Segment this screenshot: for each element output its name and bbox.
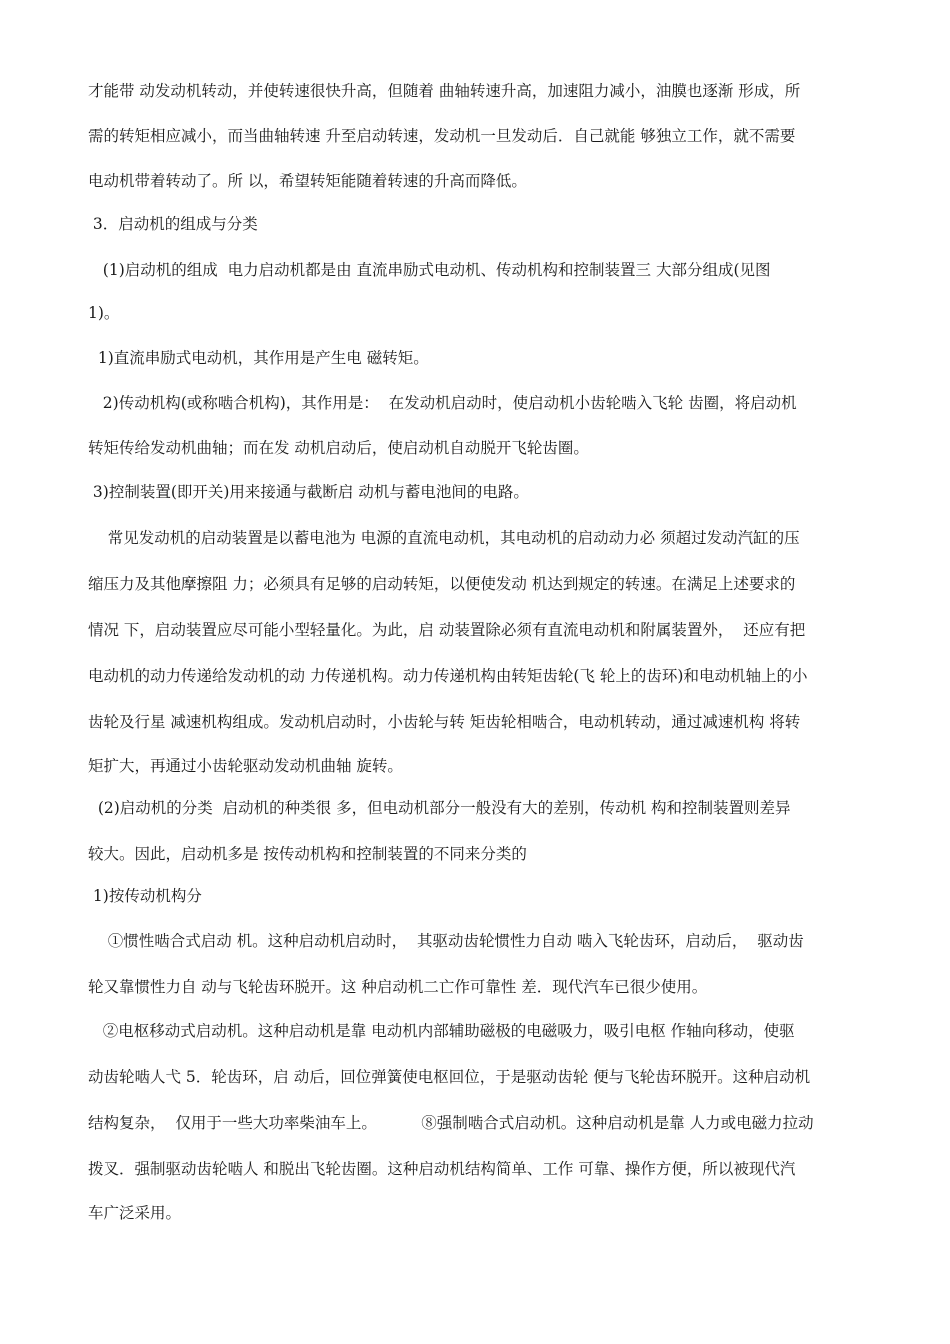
text-line: ②电枢移动式启动机。这种启动机是靠 电动机内部辅助磁极的电磁吸力，吸引电枢 作轴向移动，使驱 — [88, 1022, 795, 1040]
text-line: ①惯性啮合式启动 机。这种启动机启动时， 其驱动齿轮惯性力自动 啮入飞轮齿环，启动后， 驱动齿 — [88, 932, 804, 950]
text-line: 情况 下，启动装置应尽可能小型轻量化。为此，启 动装置除必须有直流电动机和附属装置外， 还应有把 — [88, 621, 806, 639]
text-line: 齿轮及行星 减速机构组成。发动机启动时，小齿轮与转 矩齿轮相啮合，电动机转动，通过减速机构 将转 — [88, 713, 801, 731]
text-line: 转矩传给发动机曲轴；而在发 动机启动后，使启动机自动脱开飞轮齿圈。 — [88, 439, 589, 457]
text-line: 结构复杂， 仅用于一些大功率柴油车上。 ⑧强制啮合式启动机。这种启动机是靠 人力或电磁力拉动 — [88, 1114, 814, 1132]
text-line: 电动机带着转动了。所 以，希望转矩能随着转速的升高而降低。 — [88, 172, 527, 190]
text-line: (2)启动机的分类 启动机的种类很 多，但电动机部分一般没有大的差别，传动机 构和控制装置则差异 — [88, 799, 791, 817]
text-line: 才能带 动发动机转动，并使转速很快升高，但随着 曲轴转速升高，加速阻力减小，油膜也逐渐 形成，所 — [88, 82, 801, 100]
text-line: 需的转矩相应减小，而当曲轴转速 升至启动转速，发动机一旦发动后．自己就能 够独立工作，就不需要 — [88, 127, 796, 145]
text-line: 车广泛采用。 — [88, 1204, 182, 1222]
text-line: (1)启动机的组成 电力启动机都是由 直流串励式电动机、传动机构和控制装置三 大部分组成(见图 — [88, 261, 771, 279]
text-line: 缩压力及其他摩擦阻 力；必须具有足够的启动转矩，以便使发动 机达到规定的转速。在满足上述要求的 — [88, 575, 796, 593]
text-line: 常见发动机的启动装置是以蓄电池为 电源的直流电动机，其电动机的启动动力必 须超过发动汽缸的压 — [88, 529, 800, 547]
text-line: 拨叉．强制驱动齿轮啮人 和脱出飞轮齿圈。这种启动机结构简单、工作 可靠、操作方便，所以被现代汽 — [88, 1160, 796, 1178]
text-line: 动齿轮啮人弋 5．轮齿环，启 动后，回位弹簧使电枢回位，于是驱动齿轮 便与飞轮齿环脱开。这种启动机 — [88, 1068, 811, 1086]
text-line: 电动机的动力传递给发动机的动 力传递机构。动力传递机构由转矩齿轮(飞 轮上的齿环)和电动机轴上的小 — [88, 667, 808, 685]
text-line: 轮又靠惯性力自 动与飞轮齿环脱开。这 种启动机二亡作可靠性 差．现代汽车已很少使用。 — [88, 978, 708, 996]
section-heading: 3．启动机的组成与分类 — [88, 215, 258, 233]
text-line: 矩扩大，再通过小齿轮驱动发动机曲轴 旋转。 — [88, 757, 403, 775]
text-line: 3)控制装置(即开关)用来接通与截断启 动机与蓄电池间的电路。 — [88, 483, 529, 501]
text-line: 1)。 — [88, 304, 120, 322]
text-line: 2)传动机构(或称啮合机构)，其作用是： 在发动机启动时，使启动机小齿轮啮入飞轮 齿圈，将启动机 — [88, 394, 797, 412]
text-line: 1)按传动机构分 — [88, 887, 202, 905]
text-line: 1)直流串励式电动机，其作用是产生电 磁转矩。 — [88, 349, 429, 367]
text-line: 较大。因此，启动机多是 按传动机构和控制装置的不同来分类的 — [88, 845, 527, 863]
